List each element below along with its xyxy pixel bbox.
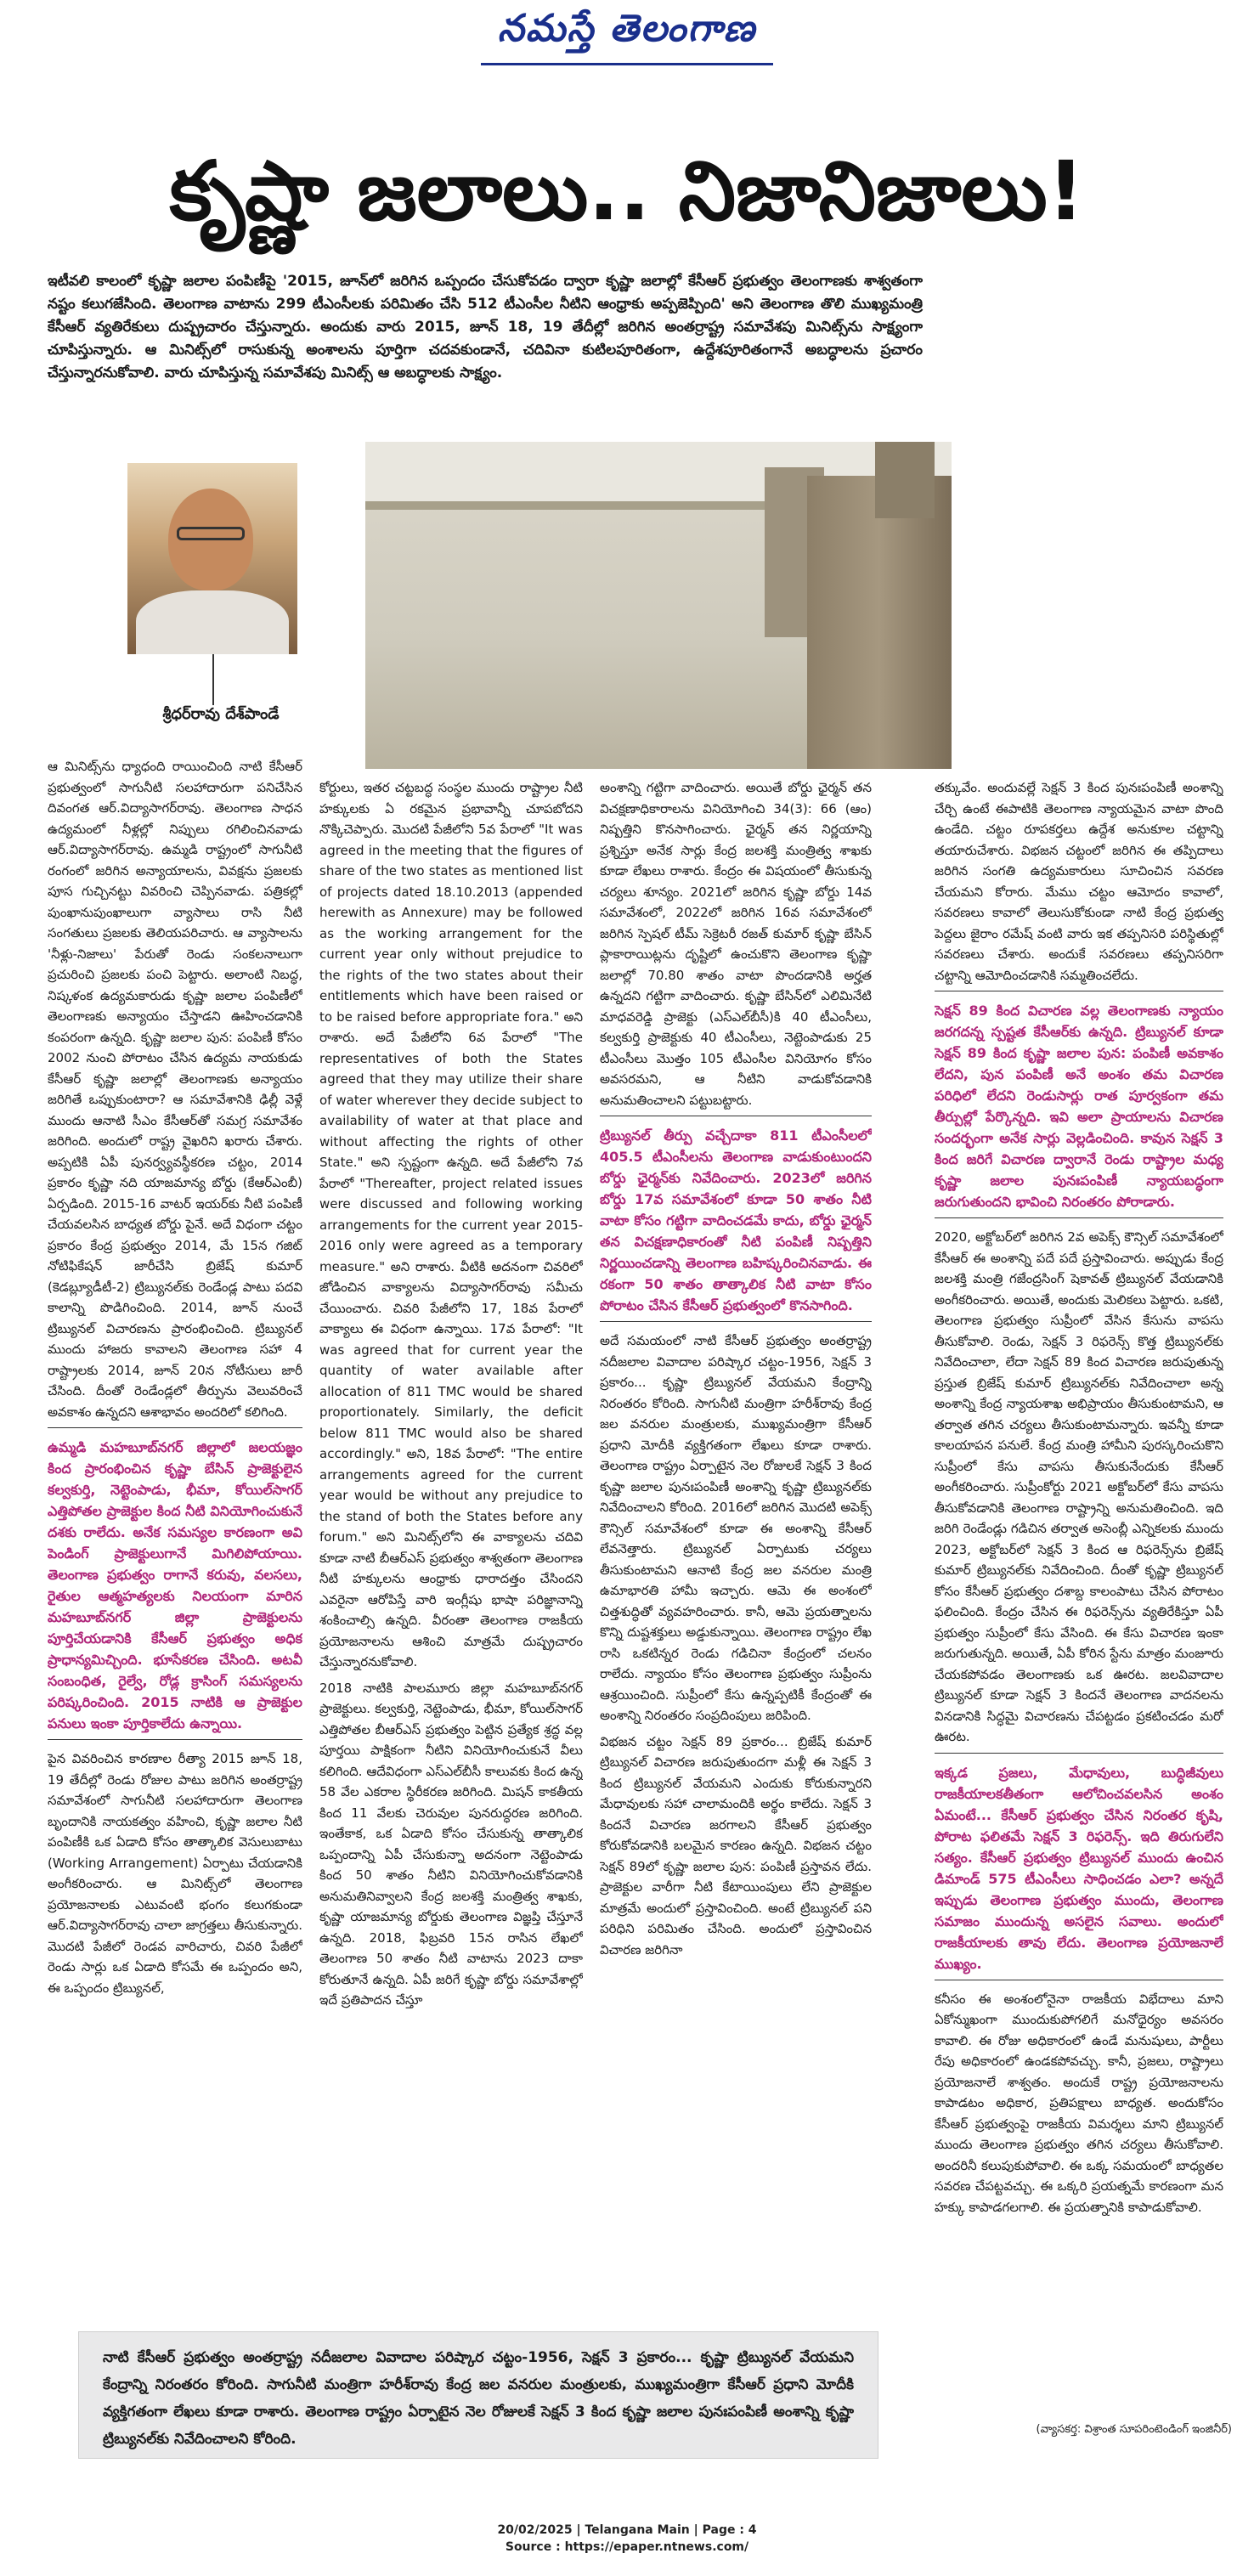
col1-pull-quote: ఉమ్మడి మహబూబ్‌నగర్ జిల్లాలో జలయజ్ఞం కింద ప్రారంభించిన కృష్ణా బేసిన్ ప్రాజెక్టులైన కల్వకుర్తి, నెట్టెంపాడు, భీమా, కోయిల్‌సాగర్ ఎత్తిపోతల ప్రాజెక్టుల కింద నీటి వినియోగించుకునే దశకు రాలేదు. అనేక సమస్యల కారణంగా అవి పెండింగ్ ప్రాజెక్టులుగానే మిగిలిపోయాయి. తెలంగాణ ప్రభుత్వం రాగానే కరువు, వలసలు, రైతుల ఆత్మహత్యలకు నిలయంగా మారిన మహబూబ్‌నగర్ జిల్లా ప్రాజెక్టులను పూర్తిచేయడానికి కేసీఆర్ ప్రభుత్వం అధిక ప్రాధాన్యమిచ్చింది. భూసేకరణ చేసింది. అటవీ సంబంధిత, రైల్వే, రోడ్ల క్రాసింగ్ సమస్యలను పరిష్కరించింది. 2015 నాటికి ఆ ప్రాజెక్టుల పనులు ఇంకా పూర్తికాలేదు ఉన్నాయి. [48,1439,302,1731]
col4-paragraph-2: 2020, అక్టోబర్‌లో జరిగిన 2వ అపెక్స్ కౌన్సిల్ సమావేశంలో కేసీఆర్ ఈ అంశాన్ని పదే పదే ప్రస్తావించారు. అప్పుడు కేంద్ర జలశక్తి మంత్రి గజేంద్రసింగ్ షెకావత్ ట్రిబ్యునల్ వేయడానికి అంగీకరించారు. అయితే, అందుకు మెలికలు పెట్టారు. ఒకటి, తెలంగాణ ప్రభుత్వం సుప్రీంలో వేసిన కేసును వాపసు తీసుకోవాలి. రెండు, సెక్షన్ 3 రిఫరెన్స్ కొత్త ట్రిబ్యునల్‌కు నివేదించాలా, లేదా సెక్షన్ 89 కింద విచారణ జరుపుతున్న ప్రస్తుత బ్రిజేష్ కుమార్ ట్రిబ్యునల్‌కు నివేదించాలా అన్న అంశాన్ని కేంద్ర న్యాయశాఖ అభిప్రాయం తీసుకుంటామని, ఆ తర్వాత తగిన చర్యలు తీసుకుంటామన్నారు. ఇవన్నీ కూడా కాలయాపన పనులే. కేంద్ర మంత్రి హామీని పురస్కరించుకొని సుప్రీంలో కేసు వాపసు తీసుకునేందుకు కేసీఆర్ అంగీకరించారు. సుప్రీంకోర్టు 2021 అక్టోబర్‌లో కేసు వాపసు తీసుకోవడానికి తెలంగాణ రాష్ట్రాన్ని అనుమతించింది. ఇది జరిగి రెండేండ్లు గడిచిన తర్వాత అసెంబ్లీ ఎన్నికలకు ముందు 2023, అక్టోబర్‌లో సెక్షన్ 3 కింద ఆ రిఫరెన్స్‌ను బ్రిజేష్ కుమార్ ట్రిబ్యునల్‌కు నివేదించింది. దీంతో కృష్ణా ట్రిబ్యునల్ కోసం కేసీఆర్ ప్రభుత్వం దశాబ్ద కాలంపాటు చేసిన పోరాటం ఫలించింది. కేంద్రం చేసిన ఈ రిఫరెన్స్‌ను వ్యతిరేకిస్తూ ఏపీ ప్రభుత్వం సుప్రీంలో కేసు వేసింది. ఈ కేసు విచారణ ఇంకా జరుగుతున్నది. అయితే, ఏపీ కోరిన స్టేను మాత్రం మంజూరు చేయకపోవడం తెలంగాణకు ఒక ఊరట. జలవివాదాల ట్రిబ్యునల్ కూడా సెక్షన్ 3 కిందనే తెలంగాణ వాదనలను వినడానికి సిద్ధమై విచారణను చేపట్టడం ప్రకటించడం మరో ఊరట. [935,1229,1223,1744]
col2-paragraph-2: 2018 నాటికి పాలమూరు జిల్లా మహబూబ్‌నగర్ ప్రాజెక్టులు. కల్వకుర్తి, నెట్టెంపాడు, భీమా, కోయిల్‌సాగర్ ఎత్తిపోతల బీఆర్ఎస్ ప్రభుత్వం పెట్టిన ప్రత్యేక శ్రద్ధ వల్ల పూర్తయి పాక్షికంగా నీటిని వినియోగించుకునే వీలు కలిగింది. ఆదేవిధంగా ఎస్ఎల్‌బీసీ కాలువకు కింద ఉన్న 58 వేల ఎకరాల స్థిరీకరణ జరిగింది. మిషన్ కాకతీయ కింద 11 వేలకు చెరువుల పునరుద్ధరణ జరిగింది. ఇంతేకాక, ఒక ఏడాది కోసం చేసుకున్న తాత్కాలిక ఒప్పందాన్ని ఏపీ చేసుకున్నా అదనంగా నెట్టెంపాడు కింద 50 శాతం నీటిని వినియోగించుకోవడానికి అనుమతినివ్వాలని కేంద్ర జలశక్తి మంత్రిత్వ శాఖకు, కృష్ణా యాజమాన్య బోర్డుకు తెలంగాణ విజ్ఞప్తి చేస్తూనే ఉన్నది. 2018, ఫిబ్రవరి 15న రాసిన లేఖలో తెలంగాణ 50 శాతం నీటి వాటాను 2023 దాకా కోరుతూనే ఉన్నది. ఏపీ జరిగే కృష్ణా బోర్డు సమావేశాల్లో ఇదే ప్రతిపాదన చేస్తూ [319,1680,583,2008]
col3-paragraph-3: విభజన చట్టం సెక్షన్ 89 ప్రకారం... బ్రిజేష్ కుమార్ ట్రిబ్యునల్ విచారణ జరుపుతుందగా మళ్లీ ఈ సెక్షన్ 3 కింద ట్రిబ్యునల్ వేయమని ఎందుకు కోరుకున్నారని మేధావులకు సహా చాలామందికి అర్థం కాలేదు. సెక్షన్ 3 కిందనే విచారణ జరగాలని కేసీఆర్ ప్రభుత్వం కోరుకోవడానికి బలమైన కారణం ఉన్నది. విభజన చట్టం సెక్షన్ 89లో కృష్ణా జలాల పున: పంపిణీ ప్రస్తావన లేదు. ప్రాజెక్టుల వారీగా నీటి కేటాయింపులు లేని ప్రాజెక్టుల మాత్రమే అందులో ప్రస్తావించింది. అంటే ట్రిబ్యునల్ పని పరిధిని పరిమితం చేసింది. అందులో ప్రస్తావించిన విచారణ జరిగినా [600,1733,872,1957]
column-1 [48,756,302,2311]
col3-paragraph-2: అదే సమయంలో నాటి కేసీఆర్ ప్రభుత్వం అంతర్రాష్ట్ర నదీజలాల వివాదాల పరిష్కార చట్టం-1956, సెక్షన్ 3 ప్రకారం... కృష్ణా ట్రిబ్యునల్ వేయమని కేంద్రాన్ని నిరంతరం కోరింది. సాగునీటి మంత్రిగా హరీశ్‌రావు కేంద్ర జల వనరుల మంత్రులకు, ముఖ్యమంత్రిగా కేసీఆర్ ప్రధాని మోదీకి వ్యక్తిగతంగా లేఖలు కూడా రాశారు. తెలంగాణ రాష్ట్రం ఏర్పాటైన నెల రోజులకే సెక్షన్ 3 కింద కృష్ణా జలాల పునఃపంపిణీ అంశాన్ని కృష్ణా ట్రిబ్యునల్‌కు నివేదించాలని కోరింది. 2016లో జరిగిన మొదటి అపెక్స్ కౌన్సిల్ సమావేశంలో కూడా ఈ అంశాన్ని కేసీఆర్ లేవనెత్తారు. ట్రిబ్యునల్ ఏర్పాటుకు చర్యలు తీసుకుంటామని ఆనాటి కేంద్ర జల వనరుల మంత్రి ఉమాభారతి హామీ ఇచ్చారు. ఆమె ఈ అంశంలో చిత్తశుద్ధితో వ్యవహరించారు. కానీ, ఆమె ప్రయత్నాలను కొన్ని దుష్టశక్తులు అడ్డుకున్నాయి. తెలంగాణ రాష్ట్రం లేఖ రాసి ఒకటిన్నర రెండు గడిచినా కేంద్రంలో చలనం రాలేదు. న్యాయం కోసం తెలంగాణ ప్రభుత్వం సుప్రీంను ఆశ్రయించింది. సుప్రీంలో కేసు ఉన్నప్పటికీ కేంద్రంతో ఈ అంశాన్ని నిరంతరం సంప్రదింపులు జరిపింది. [600,1333,872,1723]
author-caption: (వ్యాసకర్త: విశ్రాంత సూపరింటెండింగ్ ఇంజినీర్) [1036,2423,1232,2436]
col1-paragraph-2: పైన వివరించిన కారణాల రీత్యా 2015 జూన్ 18, 19 తేదీల్లో రెండు రోజుల పాటు జరిగిన అంతర్రాష్ట్ర సమావేశంలో సాగునీటి సలహాదారుగా తెలంగాణ బృందానికి నాయకత్వం వహించి, కృష్ణా జలాల నీటి పంపిణీకి ఒక ఏడాది కోసం తాత్కాలిక వెసులుబాటు (Working Arrangement) ఏర్పాటు చేయడానికి అంగీకరించారు. ఆ మినిట్స్‌లో తెలంగాణ ప్రయోజనాలకు ఎటువంటి భంగం కలుగకుండా ఆర్.విద్యాసాగర్‌రావు చాలా జాగ్రత్తలు తీసుకున్నారు. మొదటి పేజీలో రెండవ వారిచారు, చివరి పేజీలో రెండు సార్లు ఒక ఏడాది కోసమే ఈ ఒప్పందం అని, ఈ ఒప్పందం ట్రిబ్యునల్, [48,1751,302,1996]
masthead [0,7,1254,61]
col4-paragraph-1: తక్కువేం. అందువల్లే సెక్షన్ 3 కింద పునఃపంపిణీ అంశాన్ని చేర్చి ఉంటే ఈపాటికి తెలంగాణ న్యాయమైన వాటా పొంది ఉండేది. చట్టం రూపకర్తలు ఉద్దేశ అనుకూల చట్టాన్ని తయారుచేశారు. విభజన చట్టంలో జరిగిన ఈ తప్పిదాలు జరిగిన సంగతి ఉద్యమకారులు సూచించిన సవరణ చేయమని కోరారు. మేము చట్టం ఆమోదం కావాలో, సవరణలు కావాలో తెలుసుకోకుండా నాటి కేంద్ర ప్రభుత్వ పెద్దలు జైరాం రమేష్ వంటి వారు ఇక తప్పనిసరి పరిస్థితుల్లో సవరణలు చేశారు. అందుకే సవరణలు తప్పనిసరిగా చట్టాన్ని ఆమోదించడానికి సమ్మతించలేదు. [935,780,1223,983]
divider [935,1753,1223,1754]
author-photo [127,463,297,654]
byline-divider [212,654,214,705]
col3-paragraph-1: అంశాన్ని గట్టిగా వాదించారు. అయితే బోర్డు ఛైర్మన్ తన విచక్షణాధికారాలను వినియోగించి 34(3): 66 (ఆం) నిష్పత్తిని కొనసాగించారు. ఛైర్మన్ తన నిర్ణయాన్ని ప్రశ్నిస్తూ అనేక సార్లు కేంద్ర జలశక్తి మంత్రిత్వ శాఖకు కూడా లేఖలు రాశారు. కేంద్రం ఈ విషయంలో తీసుకున్న చర్యలు శూన్యం. 2021లో జరిగిన కృష్ణా బోర్డు 14వ సమావేశంలో, 2022లో జరిగిన 16వ సమావేశంలో జరిగిన స్పెషల్ టీమ్ సెక్రెటరీ రజత్ కుమార్ కృష్ణా బేసిన్ ప్లాకారాయిట్లను దృష్టిలో ఉంచుకొని తెలంగాణ కృష్ణా జలాల్లో 70.80 శాతం వాటా పొందడానికి అర్హత ఉన్నదని గట్టిగా వాదించారు. కృష్ణా బేసిన్‌లో ఎలిమినేటి మాధవరెడ్డి ప్రాజెక్టు (ఎస్ఎల్‌బీసీ)కి 40 టీఎంసీలు, కల్వకుర్తి ప్రాజెక్టుకు 40 టీఎంసీలు, నెట్టెంపాడుకు 25 టీఎంసీలు మొత్తం 105 టీఎంసీల వినియోగం కోసం అవసరమని, ఆ నీటిని వాడుకోవడానికి అనుమతించాలని పట్టుబట్టారు. [600,780,872,1108]
divider [935,1217,1223,1218]
article-headline: కృష్ణా జలాలు.. నిజానిజాలు! [169,144,1085,239]
page-footer [0,2522,1254,2556]
footer-source-line[interactable]: Source : https://epaper.ntnews.com/ [505,2540,749,2554]
col4-pull-quote-1: సెక్షన్ 89 కింద విచారణ వల్ల తెలంగాణకు న్యాయం జరగదన్న స్పష్టత కేసీఆర్‌కు ఉన్నది. ట్రిబ్యునల్ కూడా సెక్షన్ 89 కింద కృష్ణా జలాల పున: పంపిణీ అవకాశం లేదని, పున పంపిణీ అనే అంశం తమ విచారణ పరిధిలో లేదని రెండుసార్లు రాత పూర్వకంగా తమ తీర్పుల్లో పేర్కొన్నది. ఇవి అలా ప్రాయాలను విచారణ సందర్భంగా అనేక సార్లు వెల్లడించింది. కావున సెక్షన్ 3 కింద జరిగే విచారణ ద్వారానే రెండు రాష్ట్రాల మధ్య కృష్ణా జలాల పునఃపంపిణీ న్యాయబద్ధంగా జరుగుతుందని భావించి నిరంతరం పోరాడారు. [935,1003,1223,1210]
footer-date-line: 20/02/2025 | Telangana Main | Page : 4 [497,2523,757,2537]
col4-pull-quote-2: ఇక్కడ ప్రజలు, మేధావులు, బుద్ధిజీవులు రాజకీయాలకతీతంగా ఆలోచించవలసిన అంశం ఏమంటే... కేసీఆర్ ప్రభుత్వం చేసిన నిరంతర కృషి, పోరాట ఫలితమే సెక్షన్ 3 రిఫరెన్స్. ఇది తిరుగులేని సత్యం. కేసీఆర్ ప్రభుత్వం ట్రిబ్యునల్ ముందు ఉంచిన డిమాండ్ 575 టీఎంసీలు సాధించడం ఎలా? అన్నదే ఇప్పుడు తెలంగాణ ప్రభుత్వం ముందు, తెలంగాణ సమాజం ముందున్న అసలైన సవాలు. అందులో రాజకీయాలకు తావు లేదు. తెలంగాణ ప్రయోజనాలే ముఖ్యం. [935,1764,1223,1972]
col2-paragraph-1: కోర్టులు, ఇతర చట్టబద్ధ సంస్థల ముందు రాష్ట్రాల నీటి హక్కులకు ఏ రకమైన ప్రభావాన్నీ చూపబోదని నొక్కిచెప్పారు. మొదటి పేజీలోని 5వ పేరాలో "It was agreed in the meeting that the figures of share of the two states as mentioned list of projects dated 18.10.2013 (appended herewith as Annexure) may be followed as the working arrangement for the current year only without prejudice to the rights of the two states about their entitlements which have been raised or to be raised before appropriate fora." అని రాశారు. అదే పేజీలోని 6వ పేరాలో "The representatives of both the States agreed that they may utilize their share of water wherever they decide subject to availability of water at that place and without affecting the rights of other State." అని స్పష్టంగా ఉన్నది. అదే పేజీలోని 7వ పేరాలో "Thereafter, project related issues were discussed and following working arrangements for the current year 2015-2016 only were agreed as a temporary measure." అని రాశారు. వీటికి అదనంగా చివరిలో జోడించిన వాక్యాలను విద్యాసాగర్‌రావు సమీచు చేయించారు. చివరి పేజీలోని 17, 18వ పేరాలో వాక్యాలు ఈ విధంగా ఉన్నాయి. 17వ పేరాలో: "It was agreed that for current year the quantity of water available after allocation of 811 TMC would be shared proportionately. Similarly, the deficit below 811 TMC would also be shared accordingly." అని, 18వ పేరాలో: "The entire arrangements agreed for the current year would be without any prejudice to the stand of both the States before any forum." అని మినిట్స్‌లోని ఈ వాక్యాలను చదివి కూడా నాటి బీఆర్ఎస్ ప్రభుత్వం శాశ్వతంగా తెలంగాణ నీటి హక్కులను ఆంధ్రాకు ధారాదత్తం చేసిందని ఎవరైనా ఆరోపిస్తే వారి ఇంగ్లీషు భాషా పరిజ్ఞానాన్ని శంకించాల్సి ఉన్నది. వీరంతా తెలంగాణ రాజకీయ ప్రయోజనాలను ఆశించి మాత్రమే దుష్ప్రచారం చేస్తున్నారనుకోవాలి. [319,780,583,1669]
col1-paragraph-1: ఆ మినిట్స్‌ను ధ్యాధంది రాయించింది నాటి కేసీఆర్ ప్రభుత్వంలో సాగునీటి సలహాదారుగా పనిచేసిన దివంగత ఆర్.విద్యాసాగర్‌రావు. తెలంగాణ సాధన ఉద్యమంలో నీళ్లల్లో నిప్పులు రగిలించినవాడు ఆర్.విద్యాసాగర్‌రావు. ఉమ్మడి రాష్ట్రంలో సాగునీటి రంగంలో జరిగిన అన్యాయాలను, వివక్షను ప్రజలకు పూస గుచ్చినట్టు వివరించి చెప్పినవాడు. పత్రికల్లో పుంఖానుపుంఖాలుగా వ్యాసాలు రాసి నీటి సంగతులు ప్రజలకు తెలియపరిచారు. ఆ వ్యాసాలను 'నీళ్లు-నిజాలు' పేరుతో రెండు సంకలనాలుగా ప్రచురించి ప్రజలకు పంచి పెట్టారు. అలాంటి నిబద్ధ, నిష్కళంక ఉద్యమకారుడు కృష్ణా జలాల పంపిణీలో తెలంగాణకు అన్యాయం చేస్తాడని ఊహించడానికి కంపరంగా ఉన్నది. కృష్ణా జలాల పున: పంపిణీ కోసం 2002 నుంచి పోరాటం చేసిన ఉద్యమ నాయకుడు కేసీఆర్ కృష్ణా జలాల్లో తెలంగాణకు అన్యాయం జరిగితే ఒప్పుకుంటారా? ఆ సమావేశానికి ఢిల్లీ వెళ్లే ముందు ఆనాటి సీఎం కేసీఆర్‌తో సమగ్ర సమావేశం జరిగింది. అందులో రాష్ట్ర వైఖరిని ఖరారు చేశారు. అప్పటికి ఏపీ పునర్వ్యవస్థీకరణ చట్టం, 2014 ప్రకారం కృష్ణా నది యాజమాన్య బోర్డు (కేఆర్ఎంబీ) ఏర్పడింది. 2015-16 వాటర్ ఇయర్‌కు నీటి పంపిణీ చేయవలసిన బాధ్యత బోర్డు పైనే. అదే విధంగా చట్టం ప్రకారం కేంద్ర ప్రభుత్వం 2014, మే 15న గజిట్ నోటిఫికేషన్ జారీచేసి బ్రిజేష్ కుమార్ (కెడబ్ల్యూడీటీ-2) ట్రిబ్యునల్‌కు రెండేండ్ల పాటు పదవి కాలాన్ని పొడిగించింది. 2014, జూన్ నుంచే ట్రిబ్యునల్ విచారణను ప్రారంభించింది. ట్రిబ్యునల్ ముందు హాజరు కావాలని తెలంగాణ సహా 4 రాష్ట్రాలకు 2014, జూన్ 20న నోటీసులు జారీ చేసింది. దీంతో రెండేండ్లలో తీర్పును వెలువరించే అవకాశం ఉన్నదని ఆశాభావం అందరిలో కలిగింది. [48,759,302,1420]
dam-photo [365,442,952,769]
col3-pull-quote: ట్రిబ్యునల్ తీర్పు వచ్చేదాకా 811 టీఎంసీలలో 405.5 టీఎంసీలను తెలంగాణ వాడుకుంటుందని బోర్డు ఛైర్మన్‌కు నివేదించారు. 2023లో జరిగిన బోర్డు 17వ సమావేశంలో కూడా 50 శాతం నీటి వాటా కోసం గట్టిగా వాదించడమే కాదు, బోర్డు ఛైర్మన్ తన విచక్షణాధికారంతో నీటి పంపిణీ నిష్పత్తిని నిర్ణయించడాన్ని తెలంగాణ బహిష్కరించినవాడు. ఈ రకంగా 50 శాతం తాత్కాలిక నీటి వాటా కోసం పోరాటం చేసిన కేసీఆర్ ప్రభుత్వంలో కొనసాగింది. [600,1127,872,1313]
column-3 [600,777,872,2315]
author-byline: శ్రీధర్‌రావు దేశ్‌పాండే [162,705,280,723]
newspaper-title: నమస్తే తెలంగాణ [481,7,773,65]
col4-paragraph-3: కనీసం ఈ అంశంలోనైనా రాజకీయ విభేదాలు మాని ఏకోన్ముఖంగా ముందుకుపోగలిగే మనోధైర్యం అవసరం కావాలి. ఈ రోజు అధికారంలో ఉండే మనుషులు, పార్టీలు రేపు అధికారంలో ఉండకపోవచ్చు. కానీ, ప్రజలు, రాష్ట్రాలు ప్రయోజనాలే శాశ్వతం. అందుకే రాష్ట్ర ప్రయోజనాలను కాపాడటం అధికార, ప్రతిపక్షాలు బాధ్యత. అందుకోసం కేసీఆర్ ప్రభుత్వంపై రాజకీయ విమర్శలు మాని ట్రిబ్యునల్ ముందు తెలంగాణ ప్రభుత్వం తగిన చర్యలు తీసుకోవాలి. అందరినీ కలుపుకుపోవాలి. ఈ ఒక్క సమయంలో బాధ్యతల సవరణ చేపట్టవచ్చు. ఈ ఒక్కరి ప్రయత్నమే కారణంగా మన హక్కు కాపాడగలగాలి. ఈ ప్రయత్నానికి కాపాడుకోవాలి. [935,1991,1223,2215]
divider [48,1427,302,1428]
column-4 [935,777,1223,2409]
column-2 [319,777,583,2315]
divider [600,1321,872,1322]
divider [48,1739,302,1740]
article-intro: ఇటీవలి కాలంలో కృష్ణా జలాల పంపిణీపై '2015, జూన్‌లో జరిగిన ఒప్పందం చేసుకోవడం ద్వారా కృష్ణా జలాల్లో కేసీఆర్ ప్రభుత్వం తెలంగాణకు శాశ్వతంగా నష్టం కలుగజేసింది. తెలంగాణ వాటాను 299 టీఎంసీలకు పరిమితం చేసి 512 టీఎంసీల నీటిని ఆంధ్రాకు అప్పజెప్పింది' అని తెలంగాణ తొలి ముఖ్యమంత్రి కేసీఆర్ వ్యతిరేకులు దుష్ప్రచారం చేస్తున్నారు. అందుకు వారు 2015, జూన్ 18, 19 తేదీల్లో జరిగిన అంతర్రాష్ట్ర సమావేశపు మినిట్స్‌ను సాక్ష్యంగా చూపిస్తున్నారు. ఆ మినిట్స్‌లో రాసుకున్న అంశాలను పూర్తిగా చదవకుండానే, చదివినా కుటిలపూరితంగా, ఉద్దేశపూరితంగానే అబద్ధాలను ప్రచారం చేస్తున్నారనుకోవాలి. వారు చూపిస్తున్న సమావేశపు మినిట్స్ ఆ అబద్ధాలకు సాక్ష్యం. [48,273,923,381]
highlight-box: నాటి కేసీఆర్ ప్రభుత్వం అంతర్రాష్ట్ర నదీజలాల వివాదాల పరిష్కార చట్టం-1956, సెక్షన్ 3 ప్రకారం... కృష్ణా ట్రిబ్యునల్ వేయమని కేంద్రాన్ని నిరంతరం కోరింది. సాగునీటి మంత్రిగా హరీశ్‌రావు కేంద్ర జల వనరుల మంత్రులకు, ముఖ్యమంత్రిగా కేసీఆర్ ప్రధాని మోదీకి వ్యక్తిగతంగా లేఖలు కూడా రాశారు. తెలంగాణ రాష్ట్రం ఏర్పాటైన నెల రోజులకే సెక్షన్ 3 కింద కృష్ణా జలాల పునఃపంపిణీ అంశాన్ని కృష్ణా ట్రిబ్యునల్‌కు నివేదించాలని కోరింది. [78,2331,878,2459]
